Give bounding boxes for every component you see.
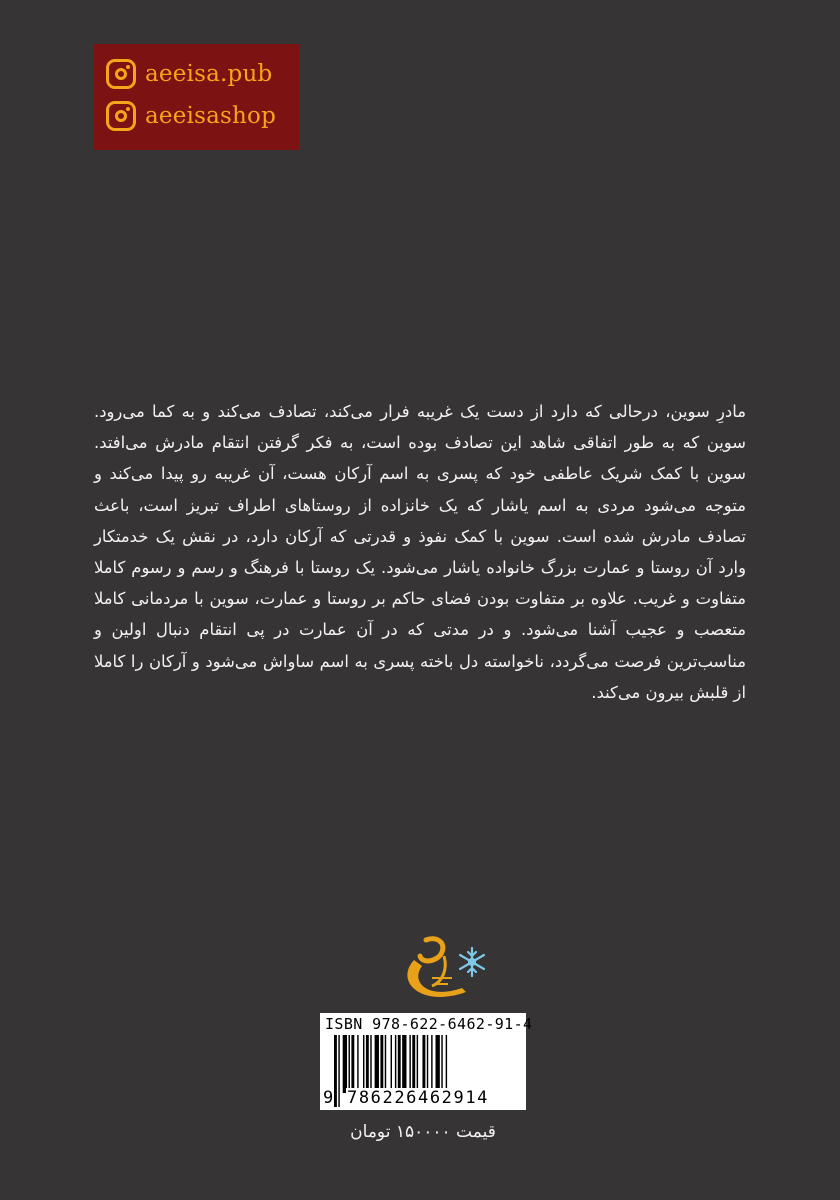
barcode-bar — [334, 1035, 337, 1107]
barcode-bar — [343, 1035, 347, 1093]
isbn-number: ISBN 978-622-6462-91-4 — [325, 1015, 533, 1033]
instagram-icon — [106, 59, 136, 89]
social-handles-panel — [94, 44, 299, 150]
barcode-bar — [338, 1035, 339, 1107]
barcode-bar — [380, 1035, 383, 1093]
instagram-handle[interactable]: aeeisa.pub — [145, 61, 273, 87]
barcode-bar — [412, 1035, 415, 1093]
book-synopsis: مادرِ سوین، درحالی که دارد از دست یک غریبه فرار می‌کند، تصادف می‌کند و به کما می‌رود. سوین که به طور اتفاقی شاهد این تصادف بوده است، به فکر گرفتن انتقام مادرش می‌افتد. سوین با کمک شریک عاطفی خود که پسری به اسم آرکان هست، آن غریبه رو پیدا می‌کند و متوجه می‌شود مردی به اسم یاشار که یک خانزاده از روستاهای اطراف تبریز است، باعث تصادف مادرش شده است. سوین با کمک نفوذ و قدرتی که آرکان دارد، در نقش یک خدمتکار وارد آن روستا و عمارت بزرگ خانواده یاشار می‌شود. یک روستا با فرهنگ و رسم و رسوم کاملا متفاوت و غریب. علاوه بر متفاوت بودن فضای حاکم بر روستا و عمارت، سوین با مردمانی کاملا متعصب و عجیب آشنا می‌شود. و در مدتی که در آن عمارت در پی انتقام دنبال اولین و مناسب‌ترین فرصت می‌گردد، ناخواسته دل باخته پسری به اسم ساواش می‌شود و آرکان را کاملا از قلبش بیرون می‌کند. — [94, 402, 746, 702]
barcode-bar — [385, 1035, 386, 1093]
barcode-bar — [363, 1035, 364, 1093]
publisher-logo — [392, 930, 496, 1008]
barcode-bar — [357, 1035, 358, 1093]
barcode-bar — [366, 1035, 369, 1093]
barcode-bar — [398, 1035, 401, 1093]
barcode-bar — [417, 1035, 418, 1093]
barcode-first-digit: 9 — [323, 1088, 334, 1108]
barcode-bar — [431, 1035, 432, 1093]
instagram-icon — [106, 101, 136, 131]
barcode-bar — [375, 1035, 379, 1093]
barcode-bar — [370, 1035, 371, 1093]
barcode-bar — [427, 1035, 428, 1093]
barcode-bar — [422, 1035, 425, 1093]
barcode-bar — [436, 1035, 440, 1093]
price-label: قیمت ۱۵۰۰۰۰ تومان — [350, 1122, 496, 1142]
barcode-bar — [349, 1035, 350, 1093]
barcode-bar — [441, 1035, 442, 1093]
snowflake-icon — [460, 948, 484, 976]
barcode-bar — [402, 1035, 406, 1093]
social-item-aeeisa-pub[interactable] — [106, 57, 272, 91]
barcode-bar — [351, 1035, 354, 1093]
instagram-handle[interactable]: aeeisashop — [145, 103, 276, 129]
barcode-bar — [409, 1035, 410, 1093]
barcode-digits: 786226462914 — [347, 1088, 490, 1108]
social-item-aeeisashop[interactable] — [106, 99, 276, 133]
isbn-barcode — [320, 1013, 533, 1110]
